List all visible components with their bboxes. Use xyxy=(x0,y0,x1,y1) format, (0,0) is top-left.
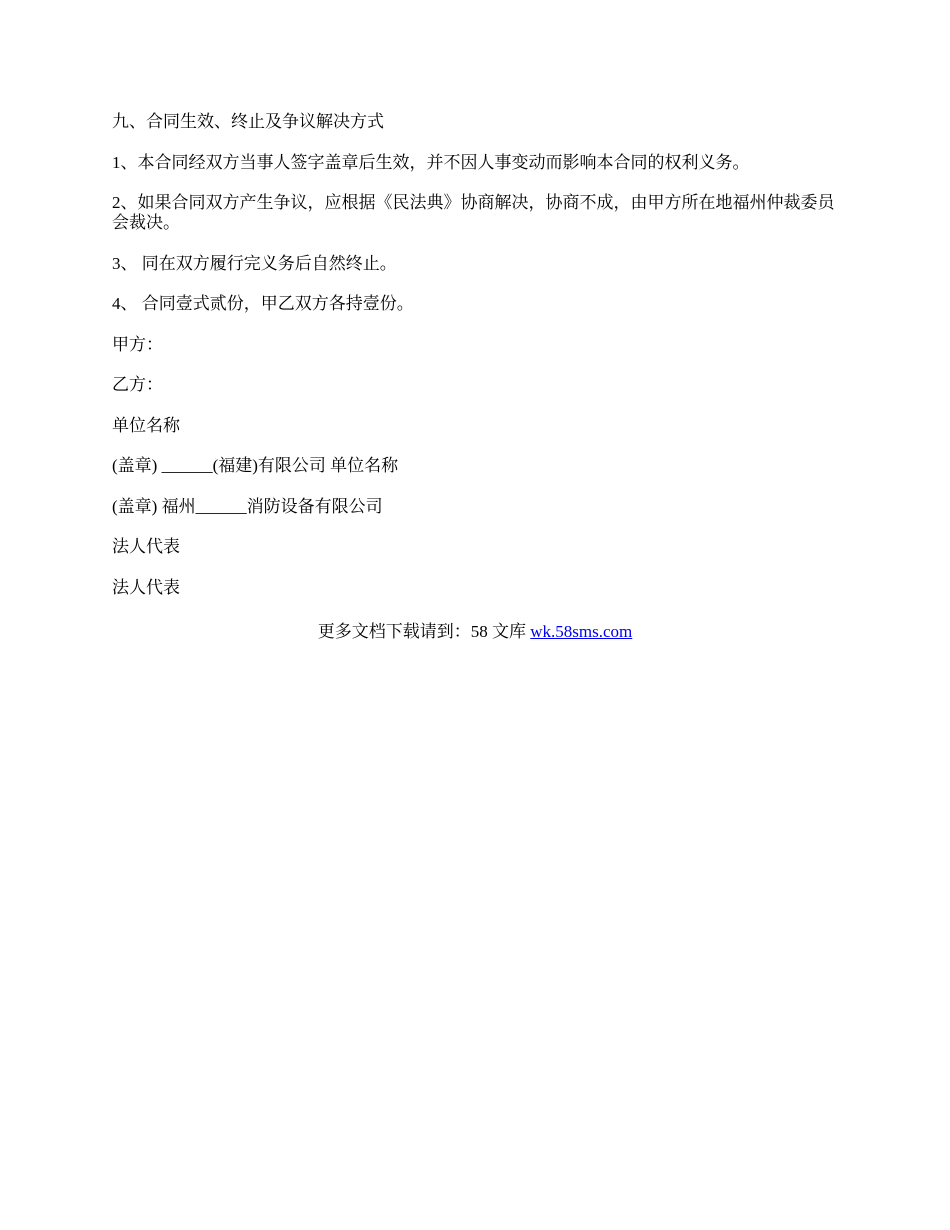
seal-line-party-b: (盖章) 福州______消防设备有限公司 xyxy=(112,496,383,516)
clause-2-dispute: 2、如果合同双方产生争议，应根据《民法典》协商解决，协商不成，由甲方所在地福州仲裁委员会裁决。 xyxy=(112,193,835,232)
footer-site-link[interactable]: wk.58sms.com xyxy=(530,622,633,641)
legal-representative-a: 法人代表 xyxy=(112,537,180,556)
document-body xyxy=(112,112,838,618)
footer-prefix-text: 更多文档下载请到：58 文库 xyxy=(317,622,531,641)
party-b-label: 乙方： xyxy=(112,375,163,394)
clause-4-copies: 4、 合同壹式贰份，甲乙双方各持壹份。 xyxy=(112,294,414,313)
download-footer xyxy=(0,621,950,643)
unit-name-label: 单位名称 xyxy=(112,415,180,435)
clause-1-effective: 1、本合同经双方当事人签字盖章后生效，并不因人事变动而影响本合同的权利义务。 xyxy=(112,152,750,172)
party-a-label: 甲方： xyxy=(112,334,163,354)
section-heading-nine: 九、合同生效、终止及争议解决方式 xyxy=(112,112,384,131)
seal-line-party-a: (盖章) ______(福建)有限公司 单位名称 xyxy=(112,456,399,475)
legal-representative-b: 法人代表 xyxy=(112,577,180,597)
clause-3-termination: 3、 同在双方履行完义务后自然终止。 xyxy=(112,253,397,273)
